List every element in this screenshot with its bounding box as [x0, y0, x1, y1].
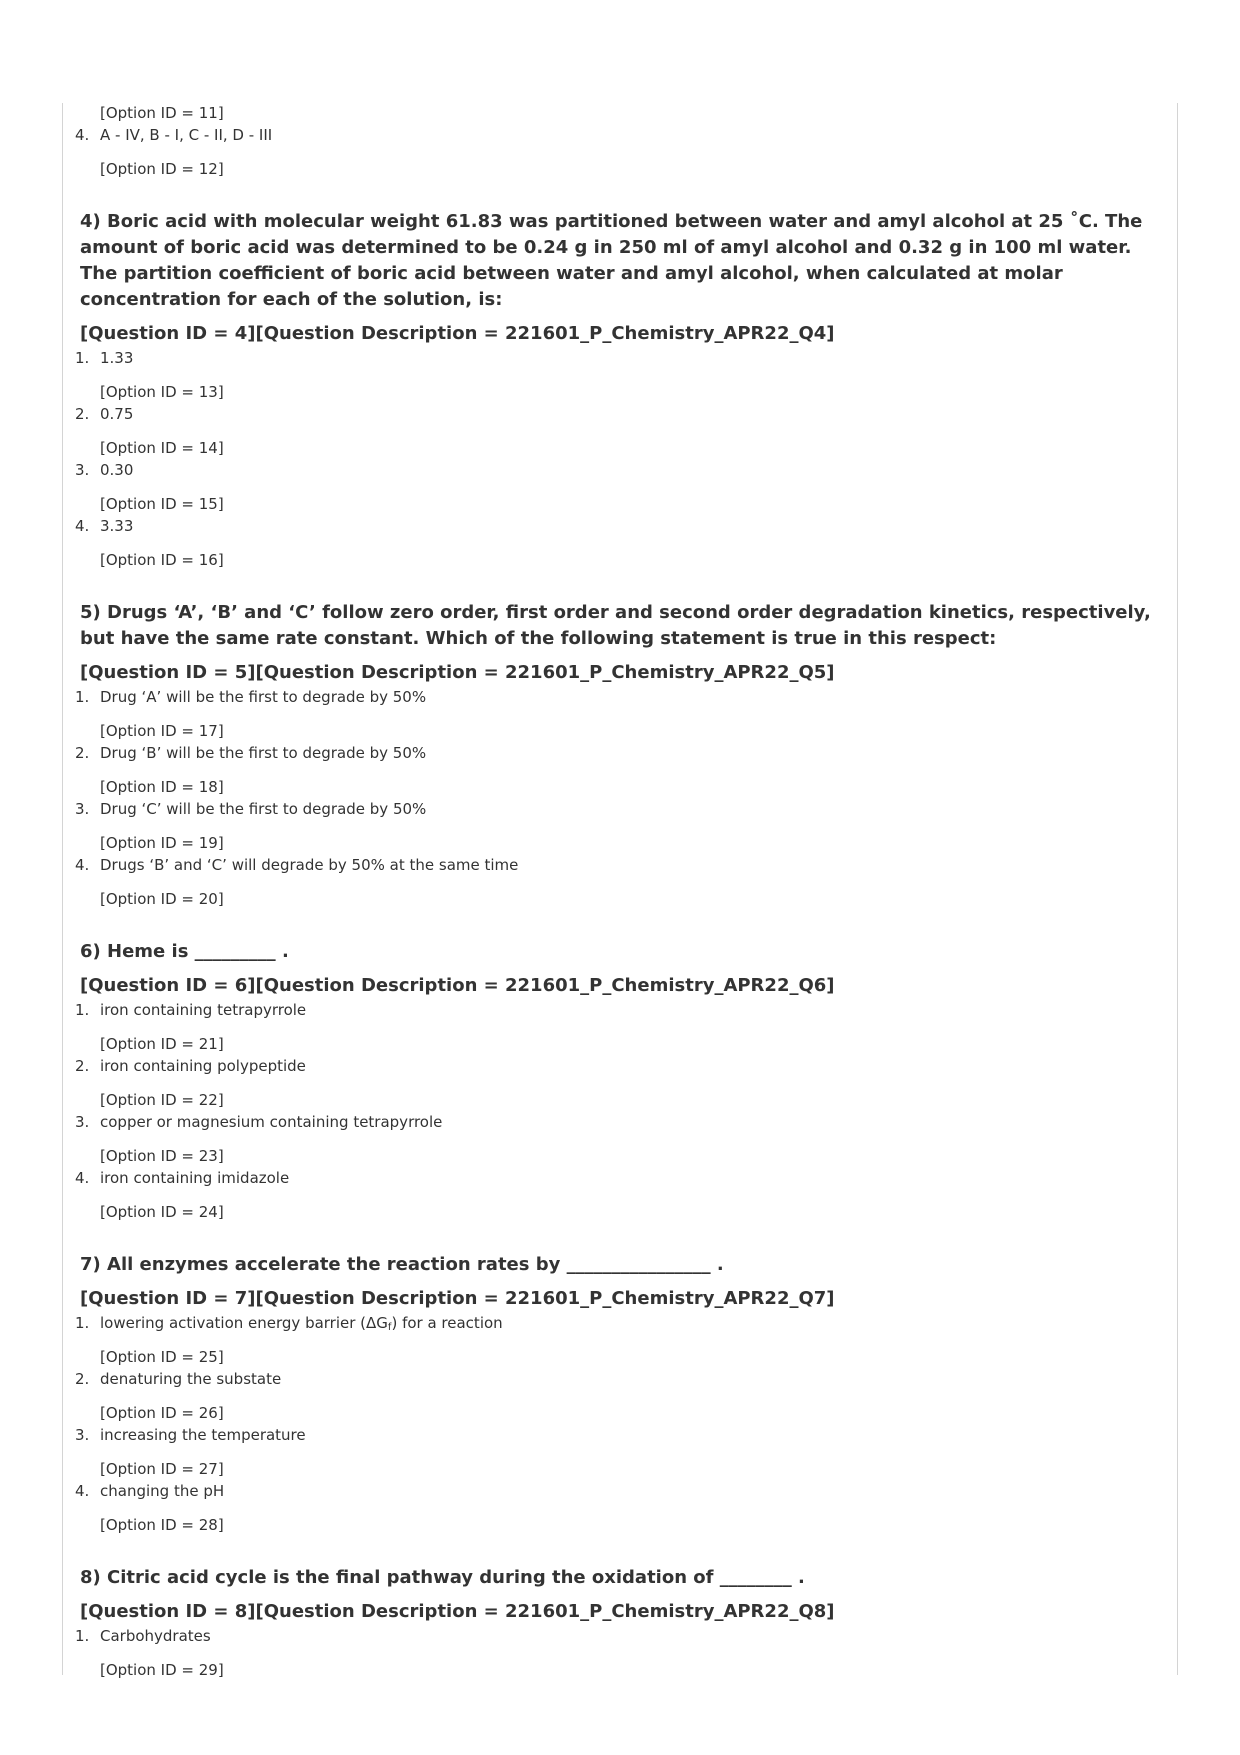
option-text-part: lowering activation energy barrier (ΔG: [100, 1314, 388, 1332]
option-id: [Option ID = 28]: [100, 1516, 224, 1534]
option-text: changing the pH: [100, 1482, 225, 1500]
option-id: [Option ID = 26]: [100, 1404, 224, 1422]
option-number: 1.: [75, 349, 90, 367]
option-item: [75, 1001, 1155, 1019]
option-number: 2.: [75, 744, 90, 762]
option-text: iron containing polypeptide: [100, 1057, 306, 1075]
option-text: 0.75: [100, 405, 134, 423]
question-id-line-7: [Question ID = 7][Question Description = 221601_P_Chemistry_APR22_Q7]: [80, 1288, 835, 1309]
option-id: [Option ID = 18]: [100, 778, 224, 796]
option-number: 1.: [75, 1627, 90, 1645]
option-number: 3.: [75, 800, 90, 818]
option-number: 2.: [75, 1057, 90, 1075]
option-item: [75, 1370, 1155, 1388]
option-text: A - IV, B - I, C - II, D - III: [100, 126, 273, 144]
option-item: [75, 1314, 1155, 1332]
option-item: [75, 1169, 1155, 1187]
option-number: 4.: [75, 856, 90, 874]
option-item: [75, 856, 1155, 874]
option-id: [Option ID = 21]: [100, 1035, 224, 1053]
option-id: [Option ID = 20]: [100, 890, 224, 908]
option-number: 4.: [75, 1169, 90, 1187]
option-number: 3.: [75, 1113, 90, 1131]
option-item: [75, 349, 1155, 367]
option-text: 3.33: [100, 517, 134, 535]
option-number: 1.: [75, 688, 90, 706]
option-number: 4.: [75, 517, 90, 535]
question-paper: [75, 104, 1155, 1679]
option-text: 1.33: [100, 349, 134, 367]
option-text: Drug ‘A’ will be the first to degrade by 50%: [100, 688, 427, 706]
option-text-part: ) for a reaction: [391, 1314, 503, 1332]
question-id-line-4: [Question ID = 4][Question Description = 221601_P_Chemistry_APR22_Q4]: [80, 323, 835, 344]
option-text: Drugs ‘B’ and ‘C’ will degrade by 50% at the same time: [100, 856, 519, 874]
option-item: [75, 1627, 1155, 1645]
option-text: [100, 1314, 503, 1332]
option-item: [75, 688, 1155, 706]
option-id: [Option ID = 17]: [100, 722, 224, 740]
question-id-line-8: [Question ID = 8][Question Description = 221601_P_Chemistry_APR22_Q8]: [80, 1601, 835, 1622]
option-number: 3.: [75, 1426, 90, 1444]
option-number: 1.: [75, 1314, 90, 1332]
option-item: [75, 1057, 1155, 1075]
option-id: [Option ID = 23]: [100, 1147, 224, 1165]
option-id: [Option ID = 11]: [100, 104, 224, 122]
option-text: iron containing tetrapyrrole: [100, 1001, 307, 1019]
option-item: [75, 461, 1155, 479]
option-number: 4.: [75, 126, 90, 144]
option-text: copper or magnesium containing tetrapyrrole: [100, 1113, 443, 1131]
option-number: 4.: [75, 1482, 90, 1500]
subscript: f: [387, 1322, 392, 1333]
option-id: [Option ID = 14]: [100, 439, 224, 457]
option-item: [75, 1426, 1155, 1444]
option-text: 0.30: [100, 461, 134, 479]
option-id: [Option ID = 13]: [100, 383, 224, 401]
option-id: [Option ID = 25]: [100, 1348, 224, 1366]
option-id: [Option ID = 12]: [100, 160, 224, 178]
option-number: 3.: [75, 461, 90, 479]
option-item: [75, 405, 1155, 423]
question-text-5: 5) Drugs ‘A’, ‘B’ and ‘C’ follow zero order, first order and second order degradation kinetics, respectively, but have the same rate constant. Which of the following statement is true in this respect:: [80, 602, 1151, 649]
question-id-line-6: [Question ID = 6][Question Description = 221601_P_Chemistry_APR22_Q6]: [80, 975, 835, 996]
option-item: [75, 744, 1155, 762]
option-id: [Option ID = 22]: [100, 1091, 224, 1109]
option-text: Drug ‘B’ will be the first to degrade by 50%: [100, 744, 427, 762]
option-text: denaturing the substate: [100, 1370, 282, 1388]
option-id: [Option ID = 16]: [100, 551, 224, 569]
question-id-line-5: [Question ID = 5][Question Description = 221601_P_Chemistry_APR22_Q5]: [80, 662, 835, 683]
option-text: Carbohydrates: [100, 1627, 211, 1645]
option-text: Drug ‘C’ will be the first to degrade by 50%: [100, 800, 427, 818]
option-id: [Option ID = 29]: [100, 1661, 224, 1679]
option-number: 2.: [75, 405, 90, 423]
option-item: [75, 126, 1155, 144]
option-item: [75, 517, 1155, 535]
question-text-7: 7) All enzymes accelerate the reaction rates by ________________ .: [80, 1254, 724, 1275]
option-item: [75, 800, 1155, 818]
option-id: [Option ID = 27]: [100, 1460, 224, 1478]
option-item: [75, 1113, 1155, 1131]
option-id: [Option ID = 19]: [100, 834, 224, 852]
question-text-4: 4) Boric acid with molecular weight 61.83 was partitioned between water and amyl alcohol at 25 ˚C. The amount of boric acid was determined to be 0.24 g in 250 ml of amyl alcohol and 0.32 g in 100 ml water. The partition coefficient of boric acid between water and amyl alcohol, when calculated at molar concentration for each of the solution, is:: [80, 211, 1143, 310]
option-text: increasing the temperature: [100, 1426, 306, 1444]
option-id: [Option ID = 15]: [100, 495, 224, 513]
option-text: iron containing imidazole: [100, 1169, 290, 1187]
option-item: [75, 1482, 1155, 1500]
option-id: [Option ID = 24]: [100, 1203, 224, 1221]
question-text-6: 6) Heme is _________ .: [80, 941, 289, 962]
option-number: 1.: [75, 1001, 90, 1019]
question-text-8: 8) Citric acid cycle is the final pathway during the oxidation of ________ .: [80, 1567, 805, 1588]
option-number: 2.: [75, 1370, 90, 1388]
